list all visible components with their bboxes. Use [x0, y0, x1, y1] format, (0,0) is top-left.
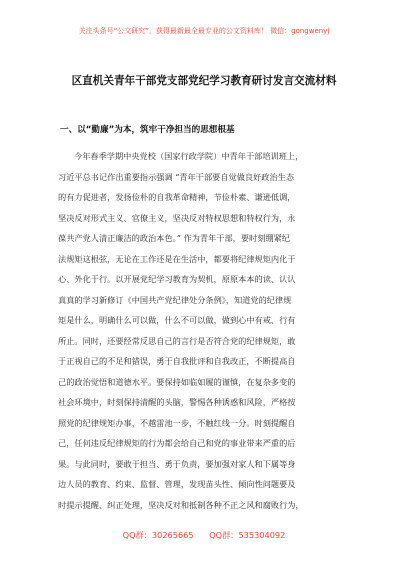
body-line: 果。与此同时，要敢于担当、勇于负责，要加强对家人和下属等身: [58, 458, 296, 469]
body-line: 己的政治觉悟和道德水平。要保持如临如履的谨慎，在复杂多变的: [58, 376, 296, 387]
body-line: 坚决反对形式主义、官僚主义，坚决反对特权思想和特权行为，永: [58, 212, 296, 223]
body-line: 法规矩这根弦，无论在工作还是在生活中，都要将纪律规矩内化于: [58, 253, 296, 264]
body-line: 所止。同时，还要经常反思自己的言行是否符合党的纪律规矩，敢: [58, 335, 296, 346]
body-line: 今年春季学期中央党校（国家行政学院）中青年干部培训班上，: [74, 151, 304, 161]
body-line: 葆共产党人清正廉洁的政治本色。” 作为青年干部，要时刻绷紧纪: [58, 233, 290, 243]
body-line: 边人员的教育、约束、监督、管理，发现苗头性、倾向性问题要及: [58, 479, 296, 489]
body-line: 心、外化于行。以开展党纪学习教育为契机，原原本本的读、认认: [58, 274, 296, 284]
body-line: 社会环境中，时刻保持清醒的头脑，警惕各种诱惑和风险，严格按: [58, 397, 296, 407]
body-paragraph: [58, 146, 358, 515]
body-line: 照党的纪律规矩办事，不越雷池一步，不触红线一分。时刻提醒自: [58, 417, 296, 428]
body-line: 习近平总书记作出重要指示强调 “青年干部要自觉做良好政治生态: [58, 171, 295, 182]
body-line: 矩是什么，明确什么可以做，什么不可以做，做到心中有戒、行有: [58, 315, 296, 325]
body-line: 真真的学习新修订《中国共产党纪律处分条例》，知道党的纪律规: [58, 294, 292, 305]
promo-banner: 关注头条号“公文研究”，获得最新最全最专业的公文资料库！ 微信：gongwenyj: [78, 27, 330, 35]
body-line: 的有力促进者，发扬俭朴的自我革命精神，节俭朴素、谦逊低调，: [58, 192, 296, 202]
qq-group-contacts: QQ群：30265665 QQ群：535304092: [122, 530, 286, 540]
body-line: 于正视自己的不足和错误，勇于自我批评和自我改正，不断提高自: [58, 356, 296, 366]
body-line: 时提示提醒、纠正处理，坚决反对和抵制各种不正之风和腐败行为，: [58, 499, 304, 510]
body-line: 己，任何违反纪律规矩的行为都会给自己和党的事业带来严重的后: [58, 438, 296, 448]
document-title: 区直机关青年干部党支部党纪学习教育研讨发言交流材料: [71, 75, 337, 87]
section-heading: 一、以“勤廉”为本，筑牢干净担当的思想根基: [60, 125, 235, 135]
